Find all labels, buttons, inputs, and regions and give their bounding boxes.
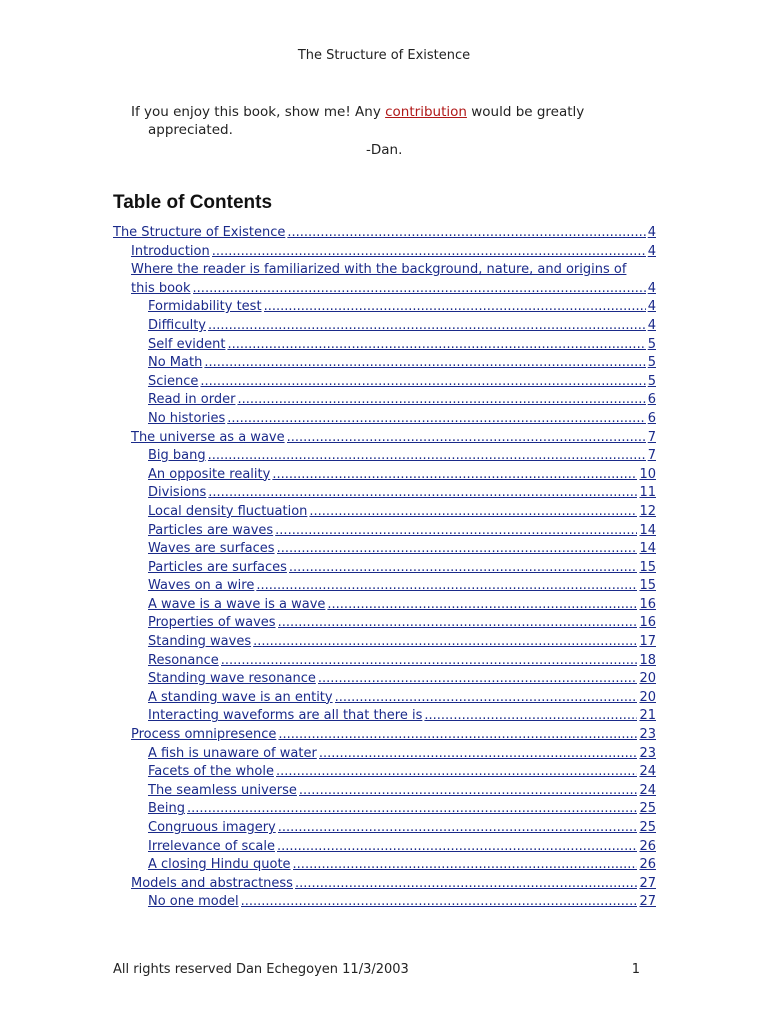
toc-entry-page: 7 — [647, 448, 656, 464]
toc-entry[interactable] — [113, 354, 656, 373]
toc-entry[interactable] — [113, 856, 656, 875]
toc-entry-page: 23 — [639, 727, 656, 743]
toc-entry[interactable] — [113, 726, 656, 745]
toc-entry[interactable] — [113, 893, 656, 912]
toc-entry[interactable] — [113, 484, 656, 503]
toc-entry[interactable] — [113, 503, 656, 522]
toc-dot-leader — [309, 503, 637, 522]
toc-dot-leader — [241, 893, 638, 912]
toc-entry-page: 6 — [647, 410, 656, 426]
toc-entry[interactable] — [113, 391, 656, 410]
toc-entry-page: 4 — [647, 317, 656, 333]
toc-entry-page: 16 — [639, 615, 656, 631]
toc-dot-leader — [277, 540, 638, 559]
toc-entry-title: No histories — [148, 410, 226, 426]
toc-entry-title: An opposite reality — [148, 466, 271, 482]
toc-entry[interactable] — [113, 540, 656, 559]
toc-dot-leader — [276, 763, 637, 782]
toc-entry[interactable] — [113, 633, 656, 652]
toc-dot-leader — [299, 782, 638, 801]
toc-entry[interactable] — [113, 243, 656, 262]
toc-entry-title: Being — [148, 801, 186, 817]
toc-entry-title: Local density fluctuation — [148, 503, 308, 519]
toc-dot-leader — [278, 726, 637, 745]
toc-entry-title: A fish is unaware of water — [148, 745, 317, 761]
toc-dot-leader — [237, 391, 645, 410]
toc-entry[interactable] — [113, 652, 656, 671]
toc-entry-title: Resonance — [148, 652, 219, 668]
toc-entry-title: Congruous imagery — [148, 820, 276, 835]
toc-dot-leader — [253, 633, 637, 652]
intro-note — [131, 103, 601, 139]
toc-heading: Table of Contents — [113, 192, 273, 213]
toc-entry[interactable] — [113, 763, 656, 782]
toc-entry-page: 5 — [647, 336, 656, 352]
toc-entry-page: 26 — [639, 838, 656, 854]
toc-entry[interactable] — [113, 670, 656, 689]
toc-entry[interactable] — [113, 224, 656, 243]
toc-entry[interactable] — [113, 447, 656, 466]
toc-entry-title: Where the reader is familiarized with the background, nature, and origins of — [131, 262, 627, 278]
toc-entry-title: Models and abstractness — [131, 875, 293, 891]
toc-entry-page: 17 — [639, 634, 656, 650]
toc-entry[interactable] — [113, 614, 656, 633]
toc-entry[interactable] — [113, 336, 656, 355]
toc-entry-title: Process omnipresence — [131, 727, 277, 743]
toc-entry-title: Difficulty — [148, 317, 206, 333]
toc-dot-leader — [319, 745, 638, 764]
toc-entry-page: 24 — [639, 764, 656, 780]
toc-entry[interactable] — [113, 875, 656, 894]
toc-dot-leader — [295, 875, 637, 894]
toc-entry-page: 25 — [639, 801, 656, 817]
toc-dot-leader — [208, 484, 637, 503]
toc-entry-page: 15 — [639, 559, 656, 575]
toc-dot-leader — [200, 373, 645, 392]
toc-dot-leader — [327, 596, 637, 615]
toc-entry-page: 6 — [647, 392, 656, 408]
intro-line-1 — [131, 103, 601, 121]
toc-entry-page: 27 — [639, 875, 656, 891]
toc-entry-title: Read in order — [148, 392, 236, 408]
intro-text-before: If you enjoy this book, show me! Any — [131, 104, 386, 120]
toc-dot-leader — [227, 410, 646, 429]
toc-entry[interactable] — [113, 838, 656, 857]
toc-entry-page: 20 — [639, 671, 656, 687]
toc-entry-page: 4 — [647, 225, 656, 240]
toc-entry-title: Waves are surfaces — [148, 541, 275, 557]
toc-entry[interactable] — [113, 577, 656, 596]
toc-entry-page: 27 — [639, 894, 656, 910]
toc-entry-title: The Structure of Existence — [113, 225, 286, 240]
toc-entry-title: A closing Hindu quote — [148, 857, 291, 873]
toc-entry[interactable] — [113, 410, 656, 429]
page-footer — [113, 962, 640, 977]
toc-entry-title: Introduction — [131, 243, 210, 259]
footer-page-number: 1 — [631, 962, 640, 977]
toc-entry-title: A standing wave is an entity — [148, 689, 333, 705]
toc-dot-leader — [287, 224, 645, 243]
toc-dot-leader — [187, 800, 637, 819]
toc-entry-page: 26 — [639, 857, 656, 873]
toc-entry-page: 20 — [639, 689, 656, 705]
toc-dot-leader — [293, 856, 638, 875]
toc-dot-leader — [318, 670, 638, 689]
toc-entry-title: this book — [131, 280, 191, 296]
toc-entry-page: 15 — [639, 578, 656, 594]
toc-entry-title: A wave is a wave is a wave — [148, 596, 326, 612]
toc-entry[interactable] — [113, 429, 656, 448]
toc-entry-page: 25 — [639, 820, 656, 835]
toc-entry-title: Self evident — [148, 336, 226, 352]
toc-entry-title: Properties of waves — [148, 615, 276, 631]
toc-entry-page: 10 — [639, 466, 656, 482]
contribution-link[interactable]: contribution — [385, 104, 467, 120]
toc-entry-line[interactable] — [113, 261, 656, 280]
toc-dot-leader — [221, 652, 638, 671]
toc-entry-title: Facets of the whole — [148, 764, 274, 780]
toc-dot-leader — [277, 838, 638, 857]
toc-dot-leader — [278, 614, 638, 633]
toc-entry-page: 11 — [639, 485, 656, 501]
toc-entry-title: Formidability test — [148, 299, 262, 315]
running-header: The Structure of Existence — [297, 48, 471, 63]
table-of-contents — [113, 224, 656, 912]
toc-entry-page: 12 — [639, 503, 656, 519]
toc-entry-page: 14 — [639, 541, 656, 557]
toc-entry-page: 24 — [639, 782, 656, 798]
toc-entry-title: Waves on a wire — [148, 578, 255, 594]
toc-entry-title: No one model — [148, 894, 239, 910]
footer-rights: All rights reserved Dan Echegoyen 11/3/2003 — [113, 962, 409, 977]
toc-entry-title: Interacting waveforms are all that there is — [148, 708, 423, 724]
toc-entry-title: Divisions — [148, 485, 207, 501]
toc-entry-page: 16 — [639, 596, 656, 612]
toc-entry[interactable] — [113, 317, 656, 336]
toc-entry[interactable] — [113, 689, 656, 708]
toc-entry-page: 23 — [639, 745, 656, 761]
toc-entry-title: Standing wave resonance — [148, 671, 316, 687]
toc-dot-leader — [204, 354, 645, 373]
toc-dot-leader — [193, 280, 646, 299]
toc-entry[interactable] — [113, 280, 656, 299]
toc-entry-page: 21 — [639, 708, 656, 724]
toc-dot-leader — [289, 559, 638, 578]
toc-dot-leader — [208, 447, 646, 466]
signature: -Dan. — [366, 142, 403, 158]
toc-entry[interactable] — [113, 466, 656, 485]
toc-entry-title: Particles are waves — [148, 522, 274, 538]
toc-entry-page: 14 — [639, 522, 656, 538]
toc-entry[interactable] — [113, 800, 656, 819]
toc-entry-title: Science — [148, 373, 199, 389]
intro-text-after: would be greatly — [466, 104, 585, 120]
toc-dot-leader — [335, 689, 638, 708]
toc-dot-leader — [272, 466, 637, 485]
toc-entry-title: The seamless universe — [148, 782, 297, 798]
toc-entry-title: Standing waves — [148, 634, 252, 650]
intro-line-2: appreciated. — [148, 122, 233, 138]
toc-entry-title: The universe as a wave — [131, 429, 285, 445]
toc-entry-page: 4 — [647, 299, 656, 315]
toc-entry[interactable] — [113, 782, 656, 801]
toc-dot-leader — [275, 522, 637, 541]
toc-dot-leader — [256, 577, 637, 596]
toc-entry-title: Particles are surfaces — [148, 559, 287, 575]
toc-entry[interactable] — [113, 596, 656, 615]
toc-entry-page: 4 — [647, 280, 656, 296]
toc-entry[interactable] — [113, 373, 656, 392]
toc-entry-page: 5 — [647, 373, 656, 389]
toc-entry[interactable] — [113, 298, 656, 317]
toc-entry[interactable] — [113, 559, 656, 578]
toc-entry-page: 7 — [647, 429, 656, 445]
toc-dot-leader — [424, 707, 637, 726]
toc-entry-title: Irrelevance of scale — [148, 838, 275, 854]
toc-dot-leader — [264, 298, 646, 317]
toc-entry-title: Big bang — [148, 448, 206, 464]
toc-dot-leader — [212, 243, 646, 262]
toc-entry-page: 18 — [639, 652, 656, 668]
toc-entry-page: 5 — [647, 355, 656, 371]
toc-entry[interactable] — [113, 707, 656, 726]
toc-dot-leader — [227, 336, 645, 355]
toc-entry-title: No Math — [148, 355, 203, 371]
toc-entry-page: 4 — [647, 243, 656, 259]
toc-dot-leader — [208, 317, 646, 336]
toc-entry[interactable] — [113, 819, 656, 838]
toc-dot-leader — [287, 429, 646, 448]
toc-dot-leader — [278, 819, 638, 838]
toc-entry[interactable] — [113, 745, 656, 764]
toc-entry[interactable] — [113, 522, 656, 541]
